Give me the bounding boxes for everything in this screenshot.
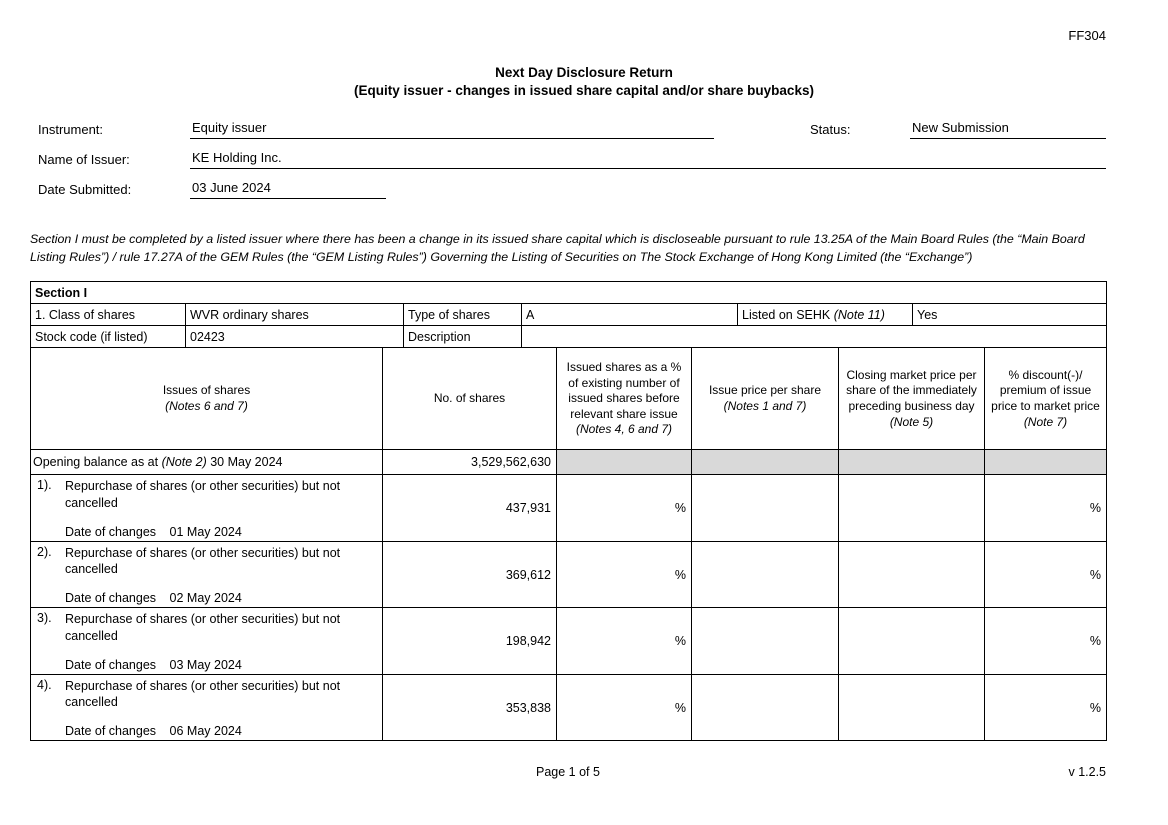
date-submitted-label: Date Submitted: [38, 182, 132, 198]
date-of-changes-value: 06 May 2024 [169, 724, 242, 739]
table-row [31, 541, 1107, 608]
discount-premium-value: % [985, 608, 1107, 675]
opening-balance-note: (Note 2) [161, 455, 207, 470]
document-title-block [0, 0, 1168, 100]
row-description: Repurchase of shares (or other securities) but not cancelled [65, 678, 341, 710]
col-header-pct-existing: Issued shares as a % of existing number of issued shares before relevant share issue (Notes 4, 6 and 7) [557, 348, 692, 450]
issue-price-value [692, 674, 839, 741]
date-of-changes-value: 01 May 2024 [169, 524, 242, 539]
opening-balance-label: Opening balance as at (Note 2) 30 May 2024 [31, 450, 383, 475]
closing-price-value [839, 608, 985, 675]
form-code: FF304 [1068, 28, 1106, 43]
share-changes-table [30, 347, 1107, 741]
class-of-shares-value: WVR ordinary shares [186, 304, 404, 326]
document-subtitle: (Equity issuer - changes in issued share capital and/or share buybacks) [354, 83, 814, 99]
col-header-issues-of-shares: Issues of shares (Notes 6 and 7) [31, 348, 383, 450]
opening-balance-date: 30 May 2024 [210, 455, 283, 470]
date-of-changes-label: Date of changes [65, 591, 157, 606]
listed-on-sehk-label: Listed on SEHK (Note 11) [738, 304, 913, 326]
status-value: New Submission [910, 119, 1106, 139]
row-number: 3). [37, 611, 52, 626]
table-row [31, 674, 1107, 741]
version-label: v 1.2.5 [1068, 765, 1106, 780]
issuer-name-label: Name of Issuer: [38, 152, 130, 168]
row-number: 2). [37, 544, 52, 559]
table-row [31, 475, 1107, 542]
opening-balance-row [31, 450, 1107, 475]
row-description: Repurchase of shares (or other securities) but not cancelled [65, 545, 341, 577]
price-note: (Notes 1 and 7) [723, 398, 807, 413]
date-of-changes-label: Date of changes [65, 657, 157, 672]
listed-note: (Note 11) [833, 307, 885, 322]
opening-issue-price-cell-disabled [692, 450, 839, 475]
section1-title-row [31, 282, 1107, 304]
issue-price-value [692, 608, 839, 675]
section1-title: Section I [31, 282, 1107, 304]
issue-price-value [692, 541, 839, 608]
discount-premium-value: % [985, 475, 1107, 542]
section1-info-table [30, 281, 1107, 348]
col-header-issue-price: Issue price per share (Notes 1 and 7) [692, 348, 839, 450]
date-of-changes-label: Date of changes [65, 524, 157, 539]
pct-note: (Notes 4, 6 and 7) [575, 422, 673, 437]
closing-price-value [839, 674, 985, 741]
discount-note: (Note 7) [1023, 414, 1068, 429]
change-description-cell [31, 541, 383, 608]
opening-pct-cell-disabled [557, 450, 692, 475]
pct-existing-value: % [557, 541, 692, 608]
row-number: 1). [37, 478, 52, 493]
closing-price-value [839, 541, 985, 608]
pct-existing-value: % [557, 674, 692, 741]
description-label: Description [404, 326, 522, 348]
opening-balance-shares: 3,529,562,630 [383, 450, 557, 475]
discount-premium-value: % [985, 674, 1107, 741]
instrument-value: Equity issuer [190, 119, 714, 139]
change-description-cell [31, 475, 383, 542]
pct-existing-value: % [557, 475, 692, 542]
class-of-shares-row [31, 304, 1107, 326]
column-header-row [31, 348, 1107, 450]
header-fields [30, 119, 1106, 205]
no-of-shares-value: 353,838 [383, 674, 557, 741]
col-header-discount-premium: % discount(-)/ premium of issue price to market price (Note 7) [985, 348, 1107, 450]
closing-note: (Note 5) [889, 414, 934, 429]
description-value [522, 326, 1107, 348]
date-of-changes-value: 02 May 2024 [169, 591, 242, 606]
row-number: 4). [37, 677, 52, 692]
class-of-shares-label: 1. Class of shares [31, 304, 186, 326]
change-description-cell [31, 674, 383, 741]
stock-code-value: 02423 [186, 326, 404, 348]
document-title: Next Day Disclosure Return [495, 65, 673, 80]
stock-code-row [31, 326, 1107, 348]
stock-code-label: Stock code (if listed) [31, 326, 186, 348]
col-header-no-of-shares: No. of shares [383, 348, 557, 450]
date-submitted-value: 03 June 2024 [190, 179, 386, 199]
no-of-shares-value: 198,942 [383, 608, 557, 675]
type-of-shares-label: Type of shares [404, 304, 522, 326]
issue-price-value [692, 475, 839, 542]
date-of-changes-label: Date of changes [65, 724, 157, 739]
listed-on-sehk-value: Yes [913, 304, 1107, 326]
change-description-cell [31, 608, 383, 675]
opening-closing-price-cell-disabled [839, 450, 985, 475]
instrument-label: Instrument: [38, 122, 104, 138]
row-description: Repurchase of shares (or other securities) but not cancelled [65, 479, 341, 510]
no-of-shares-value: 369,612 [383, 541, 557, 608]
status-label: Status: [810, 122, 851, 138]
opening-discount-cell-disabled [985, 450, 1107, 475]
page-footer [30, 765, 1106, 779]
pct-existing-value: % [557, 608, 692, 675]
col-header-closing-price: Closing market price per share of the immediately preceding business day (Note 5) [839, 348, 985, 450]
no-of-shares-value: 437,931 [383, 475, 557, 542]
table-row [31, 608, 1107, 675]
section1-instructions: Section I must be completed by a listed issuer where there has been a change in its issued share capital which is discloseable pursuant to rule 13.25A of the Main Board Rules (the “Main Board Listing Rules”) / rule 17.27A of the GEM Rules (the “GEM Listing Rules”) Governing the Listing of Securities on The Stock Exchange of Hong Kong Limited (the “Exchange”) [30, 232, 1085, 265]
closing-price-value [839, 475, 985, 542]
date-of-changes-value: 03 May 2024 [169, 657, 242, 672]
type-of-shares-value: A [522, 304, 738, 326]
issues-note: (Notes 6 and 7) [165, 398, 248, 413]
issuer-name-value: KE Holding Inc. [190, 149, 1106, 169]
row-description: Repurchase of shares (or other securities) but not cancelled [65, 612, 341, 643]
discount-premium-value: % [985, 541, 1107, 608]
page-number: Page 1 of 5 [536, 765, 600, 780]
